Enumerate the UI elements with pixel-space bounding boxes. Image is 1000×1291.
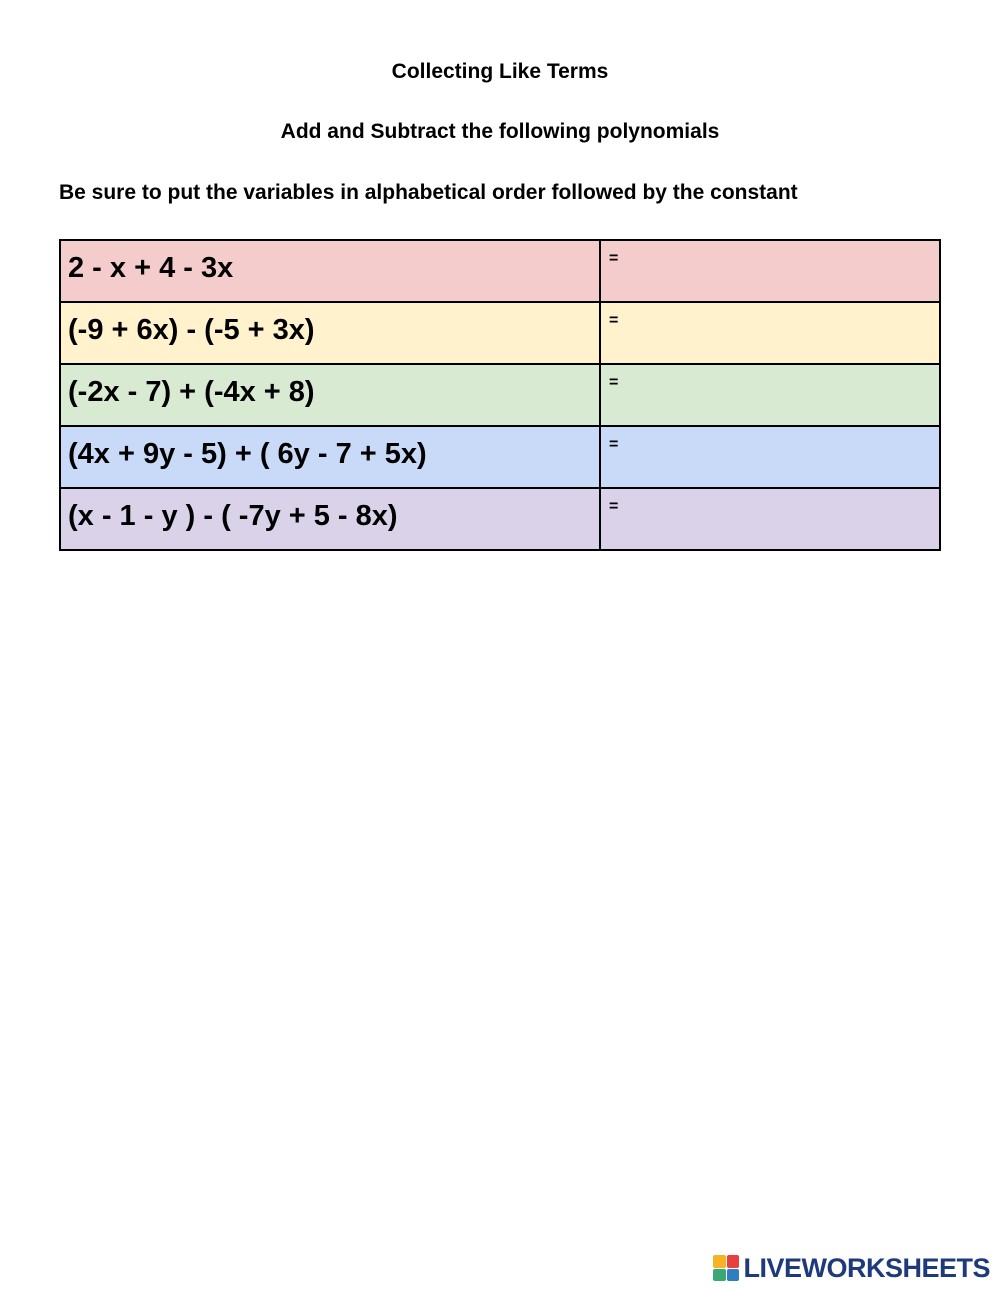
- equals-sign: =: [609, 436, 619, 453]
- answer-cell[interactable]: [600, 426, 940, 488]
- table-row: [60, 426, 940, 488]
- logo-square: [713, 1269, 726, 1282]
- equals-sign: =: [609, 250, 619, 267]
- worksheet-title: Collecting Like Terms: [391, 60, 609, 83]
- answer-cell[interactable]: [600, 488, 940, 550]
- equals-sign: =: [609, 312, 619, 329]
- equals-sign: =: [609, 374, 619, 391]
- answer-cell[interactable]: [600, 302, 940, 364]
- logo-square: [727, 1269, 740, 1282]
- logo-square: [713, 1255, 726, 1268]
- answer-cell[interactable]: [600, 240, 940, 302]
- answer-input[interactable]: [618, 436, 918, 458]
- equals-sign: =: [609, 498, 619, 515]
- logo-square: [727, 1255, 740, 1268]
- liveworksheets-logo-icon: [713, 1255, 739, 1281]
- brand-name: LIVEWORKSHEETS: [743, 1252, 990, 1283]
- answer-input[interactable]: [618, 498, 918, 520]
- expression-cell: (4x + 9y - 5) + ( 6y - 7 + 5x): [60, 426, 600, 488]
- table-row: [60, 302, 940, 364]
- expression-cell: 2 - x + 4 - 3x: [60, 240, 600, 302]
- answer-input[interactable]: [618, 312, 918, 334]
- expression-cell: (-2x - 7) + (-4x + 8): [60, 364, 600, 426]
- answer-input[interactable]: [618, 250, 918, 272]
- table-row: [60, 488, 940, 550]
- table-row: [60, 240, 940, 302]
- answer-input[interactable]: [618, 374, 918, 396]
- answer-cell[interactable]: [600, 364, 940, 426]
- worksheet-subtitle: Add and Subtract the following polynomials: [280, 120, 720, 143]
- table-row: [60, 364, 940, 426]
- expression-cell: (-9 + 6x) - (-5 + 3x): [60, 302, 600, 364]
- polynomial-table: [59, 239, 941, 551]
- expression-cell: (x - 1 - y ) - ( -7y + 5 - 8x): [60, 488, 600, 550]
- worksheet-instruction: Be sure to put the variables in alphabetical order followed by the constant: [59, 181, 798, 204]
- liveworksheets-brand[interactable]: [713, 1253, 990, 1283]
